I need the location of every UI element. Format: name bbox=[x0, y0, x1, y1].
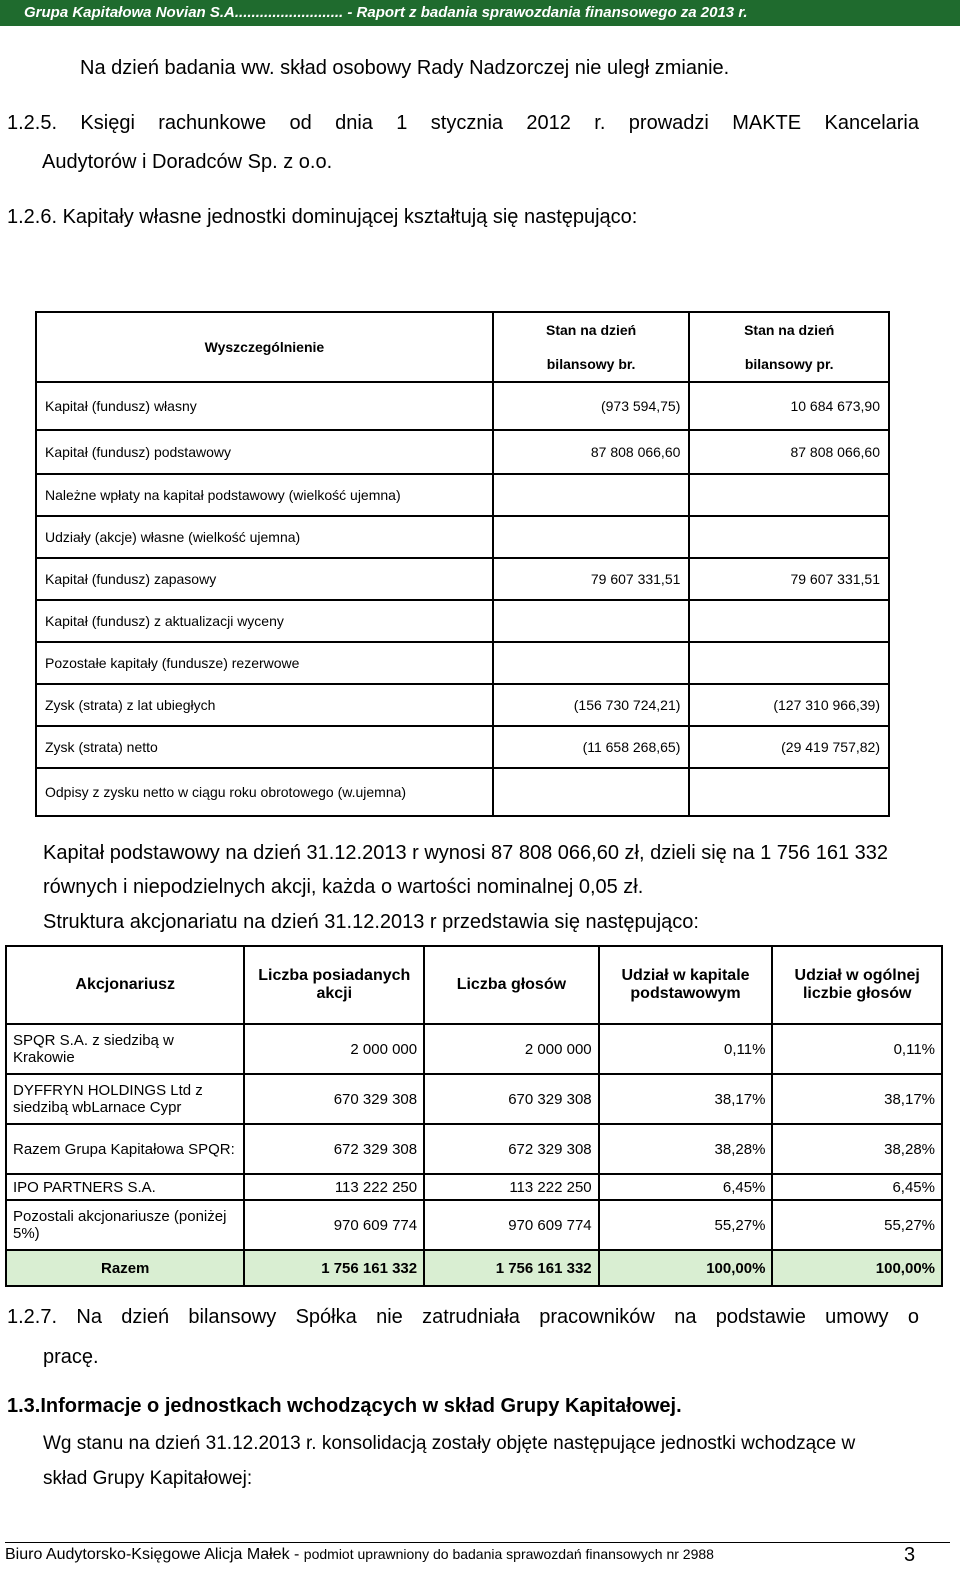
shareholder-name: IPO PARTNERS S.A. bbox=[6, 1174, 244, 1200]
equity-table-header bbox=[36, 312, 889, 382]
total-votes-pct: 100,00% bbox=[772, 1250, 942, 1286]
row-label: Zysk (strata) z lat ubiegłych bbox=[36, 684, 493, 726]
shareholder-votes-pct: 0,11% bbox=[772, 1024, 942, 1074]
row-label: Kapitał (fundusz) z aktualizacji wyceny bbox=[36, 600, 493, 642]
footer-note: podmiot uprawniony do badania sprawozdań finansowych nr 2988 bbox=[303, 1546, 714, 1562]
paragraph-books-line1: 1.2.5. Księgi rachunkowe od dnia 1 stycznia 2012 r. prowadzi MAKTE Kancelaria bbox=[7, 112, 919, 134]
row-previous bbox=[689, 600, 889, 642]
shareholder-votes: 670 329 308 bbox=[424, 1074, 599, 1124]
row-current: 79 607 331,51 bbox=[493, 558, 690, 600]
row-current: 87 808 066,60 bbox=[493, 430, 690, 474]
section-127-line1: 1.2.7. Na dzień bilansowy Spółka nie zatrudniała pracowników na podstawie umowy o bbox=[7, 1306, 919, 1328]
shareholders-table bbox=[5, 945, 943, 1287]
table-row bbox=[6, 1074, 942, 1124]
header-shares: Liczba posiadanych akcji bbox=[244, 946, 424, 1024]
table-row bbox=[6, 1024, 942, 1074]
shareholder-shares: 670 329 308 bbox=[244, 1074, 424, 1124]
table-row bbox=[36, 474, 889, 516]
header-votes: Liczba głosów bbox=[424, 946, 599, 1024]
shareholder-name: DYFFRYN HOLDINGS Ltd z siedzibą wbLarnace Cypr bbox=[6, 1074, 244, 1124]
table-row bbox=[6, 1174, 942, 1200]
shareholder-votes: 113 222 250 bbox=[424, 1174, 599, 1200]
paragraph-supervisory-board: Na dzień badania ww. skład osobowy Rady Nadzorczej nie uległ zmianie. bbox=[80, 57, 730, 79]
total-shares: 1 756 161 332 bbox=[244, 1250, 424, 1286]
section-13-heading: 1.3.Informacje o jednostkach wchodzących w skład Grupy Kapitałowej. bbox=[7, 1395, 682, 1417]
row-label: Zysk (strata) netto bbox=[36, 726, 493, 768]
capital-text-line3: Struktura akcjonariatu na dzień 31.12.2013 r przedstawia się następująco: bbox=[43, 911, 699, 933]
row-previous bbox=[689, 768, 889, 816]
row-previous: 79 607 331,51 bbox=[689, 558, 889, 600]
table-row bbox=[36, 430, 889, 474]
section-127-line2: pracę. bbox=[43, 1346, 99, 1368]
row-label: Kapitał (fundusz) podstawowy bbox=[36, 430, 493, 474]
shareholder-capital-pct: 38,17% bbox=[599, 1074, 773, 1124]
header-shareholder: Akcjonariusz bbox=[6, 946, 244, 1024]
shareholder-capital-pct: 38,28% bbox=[599, 1124, 773, 1174]
row-label: Udziały (akcje) własne (wielkość ujemna) bbox=[36, 516, 493, 558]
shareholder-capital-pct: 55,27% bbox=[599, 1200, 773, 1250]
footer bbox=[5, 1546, 714, 1564]
header-votes-share: Udział w ogólnej liczbie głosów bbox=[772, 946, 942, 1024]
row-label: Kapitał (fundusz) zapasowy bbox=[36, 558, 493, 600]
paragraph-equity-intro: 1.2.6. Kapitały własne jednostki dominującej kształtują się następująco: bbox=[7, 206, 638, 228]
table-row bbox=[36, 642, 889, 684]
row-current: (11 658 268,65) bbox=[493, 726, 690, 768]
table-row bbox=[36, 516, 889, 558]
shareholder-shares: 2 000 000 bbox=[244, 1024, 424, 1074]
row-label: Pozostałe kapitały (fundusze) rezerwowe bbox=[36, 642, 493, 684]
row-current bbox=[493, 642, 690, 684]
header-capital-share: Udział w kapitale podstawowym bbox=[599, 946, 773, 1024]
shareholder-votes-pct: 55,27% bbox=[772, 1200, 942, 1250]
row-current: (156 730 724,21) bbox=[493, 684, 690, 726]
report-header: Grupa Kapitałowa Novian S.A.......................... - Raport z badania sprawozdania finansowego za 2013 r. bbox=[0, 0, 960, 26]
shareholder-votes-pct: 6,45% bbox=[772, 1174, 942, 1200]
paragraph-books-line2: Audytorów i Doradców Sp. z o.o. bbox=[42, 151, 333, 173]
shareholder-shares: 970 609 774 bbox=[244, 1200, 424, 1250]
section-13-line1: Wg stanu na dzień 31.12.2013 r. konsolidacją zostały objęte następujące jednostki wchodzące w bbox=[43, 1433, 856, 1454]
table-row bbox=[6, 1200, 942, 1250]
shareholder-votes: 2 000 000 bbox=[424, 1024, 599, 1074]
shareholder-votes: 970 609 774 bbox=[424, 1200, 599, 1250]
footer-divider bbox=[5, 1542, 950, 1543]
capital-text-line2: równych i niepodzielnych akcji, każda o wartości nominalnej 0,05 zł. bbox=[43, 876, 644, 898]
row-current bbox=[493, 768, 690, 816]
row-label: Odpisy z zysku netto w ciągu roku obrotowego (w.ujemna) bbox=[36, 768, 493, 816]
shareholder-capital-pct: 0,11% bbox=[599, 1024, 773, 1074]
shareholder-votes: 672 329 308 bbox=[424, 1124, 599, 1174]
table-row bbox=[6, 1124, 942, 1174]
row-previous bbox=[689, 516, 889, 558]
row-current bbox=[493, 516, 690, 558]
table-row bbox=[36, 768, 889, 816]
row-previous bbox=[689, 474, 889, 516]
row-previous: (127 310 966,39) bbox=[689, 684, 889, 726]
row-previous: (29 419 757,82) bbox=[689, 726, 889, 768]
shareholder-name: Pozostali akcjonariusze (poniżej 5%) bbox=[6, 1200, 244, 1250]
shareholder-shares: 672 329 308 bbox=[244, 1124, 424, 1174]
total-label: Razem bbox=[6, 1250, 244, 1286]
total-row bbox=[6, 1250, 942, 1286]
row-label: Kapitał (fundusz) własny bbox=[36, 382, 493, 430]
row-previous: 87 808 066,60 bbox=[689, 430, 889, 474]
table-row bbox=[36, 726, 889, 768]
footer-firm: Biuro Audytorsko-Księgowe Alicja Małek - bbox=[5, 1546, 304, 1563]
table-row bbox=[36, 684, 889, 726]
shareholder-votes-pct: 38,28% bbox=[772, 1124, 942, 1174]
row-label: Należne wpłaty na kapitał podstawowy (wielkość ujemna) bbox=[36, 474, 493, 516]
table-row bbox=[36, 558, 889, 600]
table-row bbox=[36, 600, 889, 642]
shareholder-capital-pct: 6,45% bbox=[599, 1174, 773, 1200]
shareholder-votes-pct: 38,17% bbox=[772, 1074, 942, 1124]
shareholder-name: SPQR S.A. z siedzibą w Krakowie bbox=[6, 1024, 244, 1074]
equity-header-current: Stan na dzień bilansowy br. bbox=[493, 312, 690, 382]
shareholder-name: Razem Grupa Kapitałowa SPQR: bbox=[6, 1124, 244, 1174]
page-number: 3 bbox=[904, 1544, 916, 1566]
total-votes: 1 756 161 332 bbox=[424, 1250, 599, 1286]
capital-text-line1: Kapitał podstawowy na dzień 31.12.2013 r wynosi 87 808 066,60 zł, dzieli się na 1 756 161 332 bbox=[43, 842, 889, 864]
row-current: (973 594,75) bbox=[493, 382, 690, 430]
shareholder-shares: 113 222 250 bbox=[244, 1174, 424, 1200]
shareholders-table-header bbox=[6, 946, 942, 1024]
total-capital-pct: 100,00% bbox=[599, 1250, 773, 1286]
equity-header-previous: Stan na dzień bilansowy pr. bbox=[689, 312, 889, 382]
row-current bbox=[493, 600, 690, 642]
table-row bbox=[36, 382, 889, 430]
row-previous: 10 684 673,90 bbox=[689, 382, 889, 430]
row-current bbox=[493, 474, 690, 516]
equity-table bbox=[35, 311, 890, 817]
equity-header-label: Wyszczególnienie bbox=[36, 312, 493, 382]
row-previous bbox=[689, 642, 889, 684]
section-13-line2: skład Grupy Kapitałowej: bbox=[43, 1468, 253, 1489]
